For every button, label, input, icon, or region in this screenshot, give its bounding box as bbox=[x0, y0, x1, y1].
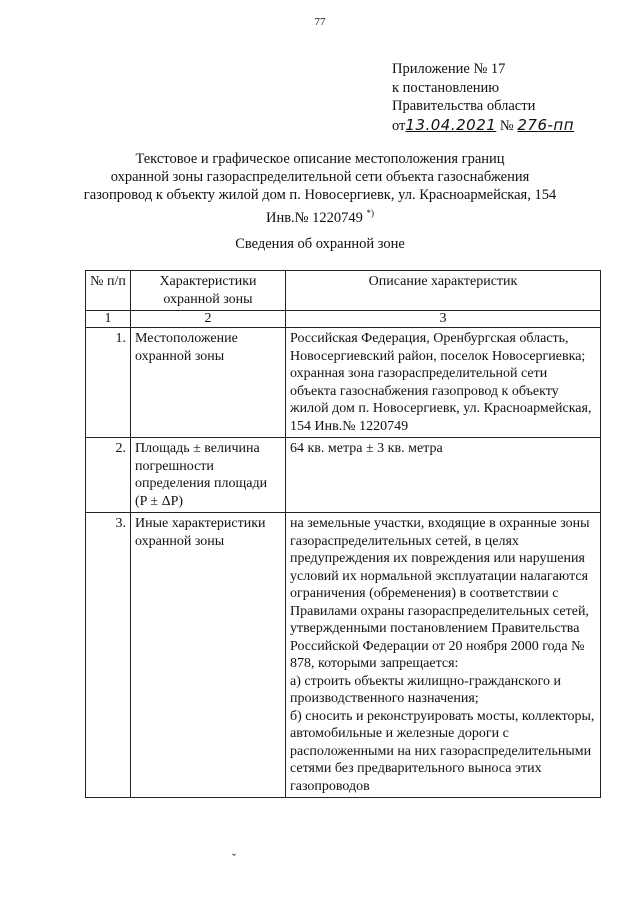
appendix-date-line bbox=[392, 116, 574, 136]
footnote-mark: *) bbox=[366, 208, 375, 218]
document-title bbox=[60, 150, 580, 227]
column-number-row bbox=[86, 311, 601, 328]
table-header-row bbox=[86, 271, 601, 311]
stray-mark: ˇ bbox=[232, 851, 236, 865]
section-subtitle: Сведения об охранной зоне bbox=[235, 236, 405, 252]
appendix-block bbox=[392, 60, 574, 135]
appendix-to-resolution: к постановлению bbox=[392, 79, 500, 96]
row-characteristic: Площадь ± величина погрешности определения площади (P ± ΔP) bbox=[131, 438, 286, 513]
row-description: 64 кв. метра ± 3 кв. метра bbox=[286, 438, 601, 513]
column-number-1: 1 bbox=[86, 311, 131, 328]
table-row bbox=[86, 513, 601, 798]
row-description bbox=[286, 513, 601, 798]
row-number: 3. bbox=[86, 513, 131, 798]
appendix-government: Правительства области bbox=[392, 98, 536, 114]
restriction-item-a: а) строить объекты жилищно-гражданского и производственного назначения; bbox=[290, 673, 561, 706]
table-row bbox=[86, 328, 601, 438]
column-number-2: 2 bbox=[131, 311, 286, 328]
number-prefix: № bbox=[499, 117, 514, 134]
resolution-date: 13.04.2021 bbox=[405, 115, 497, 134]
header-number: № п/п bbox=[86, 271, 131, 311]
resolution-number: 276-пп bbox=[517, 115, 575, 134]
table-row bbox=[86, 438, 601, 513]
row-number: 2. bbox=[86, 438, 131, 513]
column-number-3: 3 bbox=[286, 311, 601, 328]
inventory-number: Инв.№ 1220749 bbox=[265, 209, 363, 226]
title-line-1: Текстовое и графическое описание местоположения границ bbox=[135, 151, 505, 167]
title-line-4 bbox=[60, 204, 580, 227]
row-characteristic: Местоположение охранной зоны bbox=[131, 328, 286, 438]
row-description: Российская Федерация, Оренбургская область, Новосергиевский район, поселок Новосергиевка; охранная зона газораспределительной сети объекта газоснабжения газопровод к объекту жилой дом п. Новосергиевк, ул. Красноармейская, 154 Инв.№ 1220749 bbox=[286, 328, 601, 438]
page-number: 77 bbox=[314, 16, 326, 28]
header-description: Описание характеристик bbox=[286, 271, 601, 311]
protection-zone-table bbox=[85, 270, 601, 798]
row-number: 1. bbox=[86, 328, 131, 438]
title-line-2: охранной зоны газораспределительной сети объекта газоснабжения bbox=[110, 169, 530, 185]
restriction-item-b: б) сносить и реконструировать мосты, коллекторы, автомобильные и железные дороги с расположенными на них газораспределительными сетями без предварительного выноса этих газопроводов bbox=[290, 708, 595, 794]
header-characteristics: Характеристики охранной зоны bbox=[131, 271, 286, 311]
row-characteristic: Иные характеристики охранной зоны bbox=[131, 513, 286, 798]
restrictions-intro: на земельные участки, входящие в охранные зоны газораспределительных сетей, в целях предупреждения их повреждения или нарушения условий их нормальной эксплуатации налагаются ограничения (обременения) в соответствии с Правилами охраны газораспределительных сетей, утвержденными постановлением Правительства Российской Федерации от 20 ноября 2000 года № 878, которыми запрещается: bbox=[290, 516, 590, 671]
appendix-title: Приложение № 17 bbox=[392, 61, 506, 77]
title-line-3: газопровод к объекту жилой дом п. Новосергиевк, ул. Красноармейская, 154 bbox=[83, 187, 557, 203]
date-prefix: от bbox=[392, 117, 406, 134]
